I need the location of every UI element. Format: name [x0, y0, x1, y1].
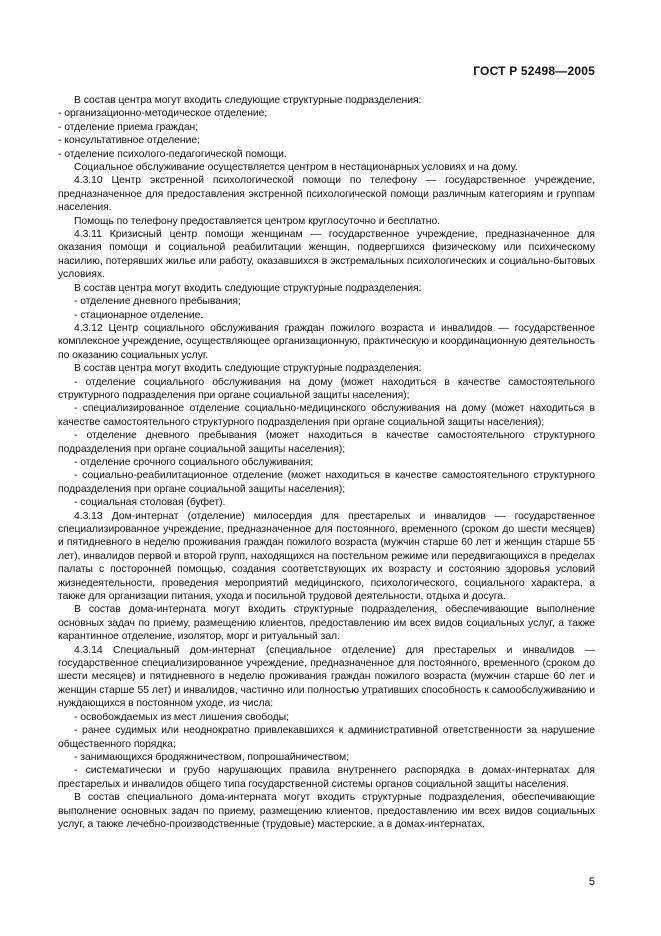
list-item: - социально-реабилитационное отделение (может находиться в качестве самостоятельного структурного подразделения при органе социальной защиты населения); — [58, 470, 595, 495]
list-item: - отделение приема граждан; — [58, 121, 199, 133]
list-item: - систематически и грубо нарушающих правила внутреннего распорядка в домах-интернатах для престарелых и инвалидов общего типа государственной системы органов социальной защиты населения. — [58, 765, 595, 790]
paragraph: В состав центра могут входить следующие структурные подразделения: — [74, 363, 422, 375]
document-body — [58, 94, 595, 831]
paragraph: В состав центра могут входить следующие структурные подразделения: — [74, 95, 422, 106]
list-item: - отделение дневного пребывания; — [74, 296, 241, 308]
list-item: - отделение срочного социального обслуживания; — [74, 456, 314, 468]
paragraph: 4.3.11 Кризисный центр помощи женщинам — государственное учреждение, предназначенное для оказания помощи и социальной реабилитации женщин, подвергшихся физическому или психическому насилию, потерявших жилье или работу, оказавшихся в экстремальных психологических и социально-бытовых условиях. — [58, 229, 595, 281]
paragraph: Социальное обслуживание осуществляется центром в нестационарных условиях и на дому. — [74, 162, 518, 174]
paragraph: Помощь по телефону предоставляется центром круглосуточно и бесплатно. — [74, 215, 441, 227]
list-item: - освобождаемых из мест лишения свободы; — [74, 711, 289, 723]
paragraph: 4.3.14 Специальный дом-интернат (специальное отделение) для престарелых и инвалидов — государственное специализированное учреждение, предназначенное для постоянного, временного (сроком до шести месяцев) и пятидневного в неделю проживания граждан пожилого возраста (мужчин старше 60 лет и женщин старше 55 лет) и инвалидов, частично или полностью утративших способность к самообслуживанию и нуждающихся в постоянном уходе, из числа: — [58, 644, 595, 710]
list-item: - отделение социального обслуживания на дому (может находиться в качестве самостоятельного структурного подразделения при органе социальной защиты населения); — [58, 376, 595, 401]
list-item: - организационно-методическое отделение; — [58, 108, 268, 120]
page-number: 5 — [588, 876, 595, 888]
list-item: - консультативное отделение; — [58, 135, 200, 147]
paragraph: 4.3.13 Дом-интернат (отделение) милосердия для престарелых и инвалидов — государственное специализированное учреждение, предназначенное для постоянного, временного (сроком до шести месяцев) и пятидневного в неделю проживания граждан пожилого возраста (мужчин старше 60 лет и женщин старше 55 лет), инвалидов первой и второй групп, находящихся на постельном режиме или передвигающихся в пределах палаты с посторонней помощью, создания соответствующих их возрасту и состоянию здоровья условий жизнедеятельности, проведения мероприятий медицинского, психологического, социального характера, а также для организации питания, ухода и посильной трудовой деятельности, отдыха и досуга. — [58, 510, 595, 603]
paragraph: В состав центра могут входить следующие структурные подразделения: — [74, 282, 422, 294]
paragraph: 4.3.10 Центр экстренной психологической помощи по телефону — государственное учреждение, предназначенное для предоставления экстренной психологической помощи различным категориям и группам населения. — [58, 175, 595, 214]
paragraph: 4.3.12 Центр социального обслуживания граждан пожилого возраста и инвалидов — государственное комплексное учреждение, осуществляющее организационную, практическую и координационную деятельность по оказанию социальных услуг. — [58, 322, 595, 361]
list-item: - социальная столовая (буфет). — [74, 497, 226, 509]
list-item: - стационарное отделение. — [74, 309, 204, 321]
list-item: - отделение психолого-педагогической помощи. — [58, 148, 287, 160]
list-item: - отделение дневного пребывания (может находиться в качестве самостоятельного структурного подразделения при органе социальной защиты населения); — [58, 430, 595, 455]
paragraph: В состав специального дома-интерната могут входить структурные подразделения, обеспечивающие выполнение основных задач по приему, размещению клиентов, предоставлению им всех видов социальных услуг, а также лечебно-производственные (трудовые) мастерские, а в домах-интернатах, — [58, 792, 595, 830]
standard-code-header: ГОСТ Р 52498—2005 — [473, 64, 595, 78]
paragraph: В состав дома-интерната могут входить структурные подразделения, обеспечивающие выполнение основных задач по приему, размещению клиентов, предоставлению им всех видов социальных услуг, а также карантинное отделение, изолятор, морг и ритуальный зал. — [58, 604, 595, 643]
list-item: - специализированное отделение социально-медицинского обслуживания на дому (может находиться в качестве самостоятельного структурного подразделения при органе социальной защиты населения); — [58, 403, 595, 428]
list-item: - занимающихся бродяжничеством, попрошайничеством; — [74, 751, 349, 763]
list-item: - ранее судимых или неоднократно привлекавшихся к административной ответственности за нарушение общественного порядка; — [58, 725, 595, 750]
